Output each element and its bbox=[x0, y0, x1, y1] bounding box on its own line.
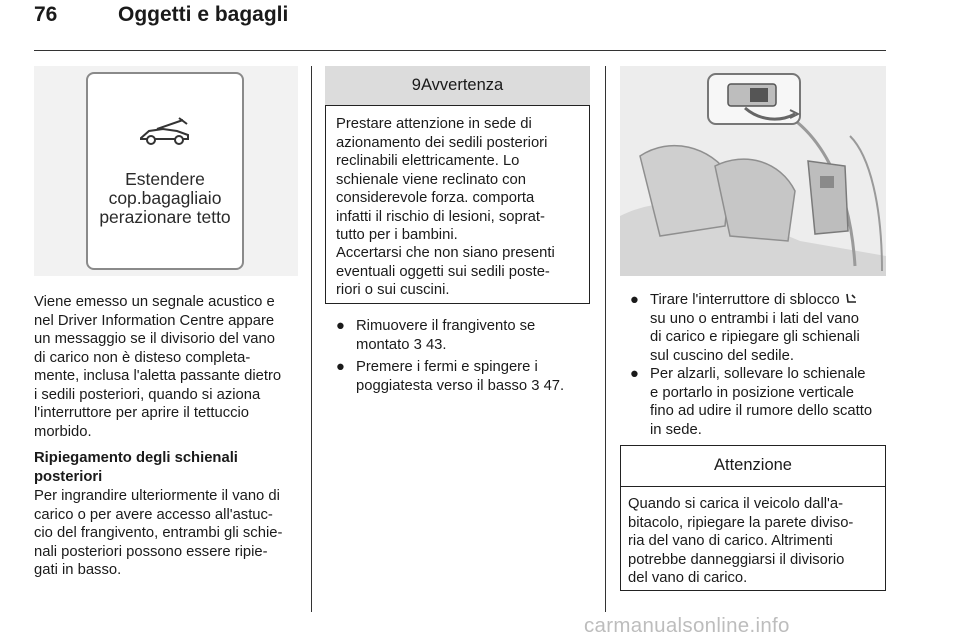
text-line: eventuali oggetti sui sedili poste- bbox=[336, 263, 550, 280]
display-line-2: cop.bagagliaio bbox=[108, 188, 222, 208]
intro-paragraph bbox=[34, 293, 298, 441]
text-line: bitacolo, ripiegare la parete diviso- bbox=[628, 514, 854, 531]
text-line: infatti il rischio di lesioni, soprat- bbox=[336, 208, 545, 225]
text-line: ria del vano di carico. Altrimenti bbox=[628, 533, 833, 549]
text-line: nel Driver Information Centre appare bbox=[34, 312, 275, 329]
column-divider-2 bbox=[605, 66, 606, 612]
text-line: Per ingrandire ulteriormente il vano di bbox=[34, 488, 280, 504]
section-heading bbox=[34, 449, 298, 486]
text-line: morbido. bbox=[34, 423, 92, 440]
text-line: e portarlo in posizione verticale bbox=[650, 384, 854, 401]
text-line: gati in basso. bbox=[34, 562, 122, 578]
convertible-car-icon bbox=[135, 112, 195, 152]
list-item bbox=[336, 358, 596, 398]
text-line: montato bbox=[356, 336, 410, 353]
page-reference-link[interactable]: 47. bbox=[543, 377, 565, 394]
text-line: un messaggio se il divisorio del vano bbox=[34, 331, 275, 347]
text-line: carico o per avere accesso all'astuc- bbox=[34, 506, 273, 523]
caution-title: Attenzione bbox=[714, 456, 792, 474]
warning-paragraph-2 bbox=[336, 244, 584, 300]
text-line: Quando si carica il veicolo dall'a- bbox=[628, 496, 844, 512]
heading-line: Ripiegamento degli schienali bbox=[34, 450, 238, 466]
header-rule bbox=[34, 50, 886, 51]
list-item bbox=[630, 291, 888, 367]
text-line: sul cuscino del sedile. bbox=[650, 347, 794, 364]
list-item bbox=[336, 317, 596, 357]
watermark: carmanualsonline.info bbox=[584, 614, 790, 637]
bullet-dot: ● bbox=[630, 366, 639, 382]
text-line: reclinabili elettricamente. Lo bbox=[336, 153, 520, 169]
bullet-dot: ● bbox=[630, 292, 639, 308]
bullet-text bbox=[356, 317, 592, 354]
text-line: tutto per i bambini. bbox=[336, 227, 458, 243]
page-title: Oggetti e bagagli bbox=[118, 3, 289, 26]
text-line: riori o sui cuscini. bbox=[336, 282, 450, 298]
text-line: in sede. bbox=[650, 421, 702, 438]
bullet-dot: ● bbox=[336, 359, 345, 375]
warning-paragraph-1 bbox=[336, 115, 584, 245]
text-line: potrebbe danneggiarsi il divisorio bbox=[628, 551, 845, 568]
text-line: fino ad udire il rumore dello scatto bbox=[650, 403, 873, 419]
warning-title bbox=[325, 76, 590, 95]
bullet-text bbox=[650, 291, 888, 365]
warning-icon: 9 bbox=[411, 76, 421, 94]
text-line: i sedili posteriori, quando si aziona bbox=[34, 386, 261, 403]
page-number: 76 bbox=[34, 3, 58, 26]
text-line: l'interruttore per aprire il tettuccio bbox=[34, 405, 250, 421]
text-line: di carico non è disteso completa- bbox=[34, 349, 251, 366]
text-line: Premere i fermi e spingere i bbox=[356, 359, 538, 375]
text-line: Accertarsi che non siano presenti bbox=[336, 245, 555, 261]
display-line-3: perazionare tetto bbox=[99, 207, 231, 227]
display-line-1: Estendere bbox=[125, 169, 205, 189]
bullet-text bbox=[356, 358, 596, 395]
text-line: Prestare attenzione in sede di bbox=[336, 116, 532, 132]
text-line: Viene emesso un segnale acustico e bbox=[34, 294, 275, 310]
text-line: nali posteriori possono essere ripie- bbox=[34, 543, 268, 560]
list-item bbox=[630, 365, 888, 441]
text-line: Per alzarli, sollevare lo schienale bbox=[650, 366, 866, 382]
text-line: Rimuovere il frangivento se bbox=[356, 318, 536, 334]
bullet-dot: ● bbox=[336, 318, 345, 334]
text-line: azionamento dei sedili posteriori bbox=[336, 134, 548, 151]
text-line: poggiatesta verso il basso bbox=[356, 377, 528, 394]
display-message bbox=[86, 170, 244, 227]
cargo-area-illustration bbox=[620, 66, 886, 276]
text-line: considerevole forza. comporta bbox=[336, 190, 535, 206]
seat-release-icon bbox=[844, 292, 858, 306]
text-line: Tirare l'interruttore di sblocco bbox=[650, 292, 840, 308]
text-line: di carico e ripiegare gli schienali bbox=[650, 329, 860, 345]
warning-title-text: Avvertenza bbox=[420, 76, 504, 94]
bullet-text bbox=[650, 365, 890, 439]
text-line: schienale viene reclinato con bbox=[336, 171, 527, 188]
text-line: del vano di carico. bbox=[628, 570, 748, 586]
page-reference-icon: 3 bbox=[531, 377, 540, 394]
text-line: cio del frangivento, entrambi gli schie- bbox=[34, 525, 283, 541]
heading-line: posteriori bbox=[34, 468, 103, 485]
text-line: su uno o entrambi i lati del vano bbox=[650, 310, 859, 327]
section-paragraph bbox=[34, 487, 298, 580]
column-divider-1 bbox=[311, 66, 312, 612]
page-reference-icon: 3 bbox=[413, 336, 422, 353]
text-line: mente, inclusa l'aletta passante dietro bbox=[34, 368, 282, 384]
page-reference-link[interactable]: 43. bbox=[425, 336, 447, 353]
caution-text bbox=[628, 495, 880, 588]
